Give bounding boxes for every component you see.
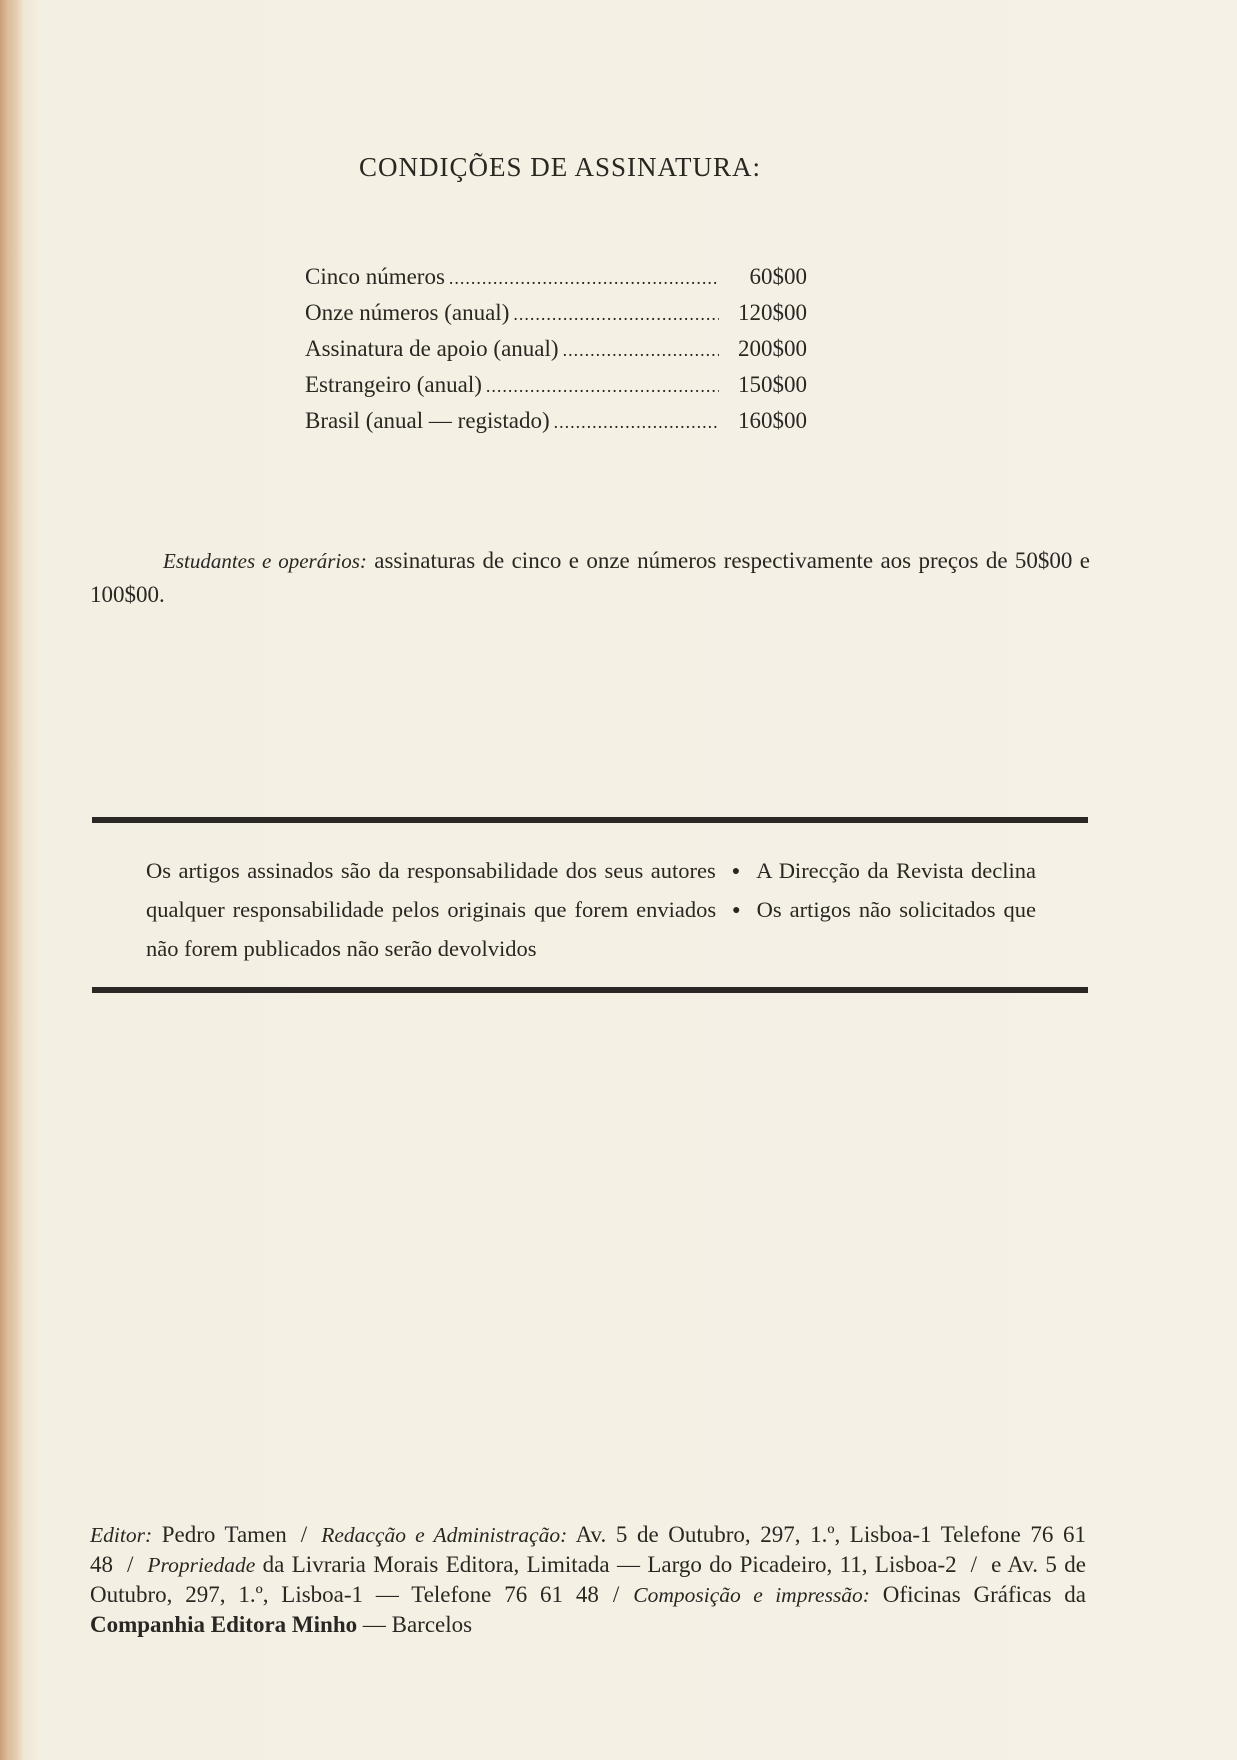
price-value: 200$00 <box>738 336 807 361</box>
students-text: assinaturas de cinco e onze números respectivamente aos preços de 50$00 e 100$00. <box>90 548 1091 607</box>
propriedade-address: e Av. 5 de Outubro, 297, 1.º, Lisboa-1 — Telefone 76 61 48 <box>90 1552 1087 1607</box>
redaccao-label: Redacção e Administração: <box>321 1523 568 1547</box>
price-label: Onze números (anual) <box>305 300 510 325</box>
price-row <box>305 408 807 444</box>
price-row <box>305 372 807 408</box>
propriedade-label: Propriedade <box>147 1553 256 1577</box>
dot-leader <box>563 340 719 361</box>
bullet-separator: ● <box>731 864 741 879</box>
divider-rule-top <box>92 817 1088 823</box>
composicao-label: Composição e impressão: <box>633 1583 870 1607</box>
slash-separator: / <box>970 1552 978 1577</box>
colophon <box>90 1520 1086 1640</box>
editorial-notice <box>146 853 1036 966</box>
slash-separator: / <box>127 1552 134 1577</box>
subscription-title: CONDIÇÕES DE ASSINATURA: <box>358 152 762 182</box>
students-note <box>90 544 1090 611</box>
page-spine-edge <box>0 0 24 1760</box>
editor-label: Editor: <box>90 1523 153 1547</box>
price-value: 150$00 <box>738 372 807 397</box>
editor-name: Pedro Tamen <box>161 1522 287 1547</box>
dot-leader <box>513 304 719 325</box>
price-value: 60$00 <box>749 264 807 289</box>
composicao-prefix: Oficinas Gráficas da <box>882 1582 1086 1607</box>
composicao-suffix: — Barcelos <box>362 1612 473 1637</box>
dot-leader <box>449 268 719 289</box>
notice-part-2: A Direcção da Revista declina qualquer responsabilidade pelos originais que forem enviados <box>146 858 1036 922</box>
price-label: Brasil (anual — registado) <box>305 408 550 433</box>
dot-leader <box>554 412 719 433</box>
notice-part-1: Os artigos assinados são da responsabilidade dos seus autores <box>146 858 716 883</box>
bullet-separator: ● <box>732 903 741 918</box>
propriedade-text: da Livraria Morais Editora, Limitada — Largo do Picadeiro, 11, Lisboa-2 <box>262 1552 957 1577</box>
price-list <box>305 264 807 444</box>
price-row <box>305 264 807 300</box>
price-row <box>305 336 807 372</box>
composicao-company: Companhia Editora Minho <box>90 1612 358 1637</box>
price-label: Estrangeiro (anual) <box>305 372 482 397</box>
dot-leader <box>486 376 719 397</box>
price-value: 120$00 <box>738 300 807 325</box>
divider-rule-bottom <box>92 987 1088 993</box>
students-lead: Estudantes e operários: <box>163 549 367 573</box>
notice-part-3: Os artigos não solicitados que não forem publicados não serão devolvidos <box>146 897 1036 961</box>
price-value: 160$00 <box>738 408 807 433</box>
price-label: Assinatura de apoio (anual) <box>305 336 559 361</box>
slash-separator: / <box>612 1582 620 1607</box>
price-row <box>305 300 807 336</box>
slash-separator: / <box>300 1522 308 1547</box>
redaccao-address: Av. 5 de Outubro, 297, 1.º, Lisboa-1 Telefone 76 61 48 <box>90 1522 1087 1577</box>
price-label: Cinco números <box>305 264 445 289</box>
